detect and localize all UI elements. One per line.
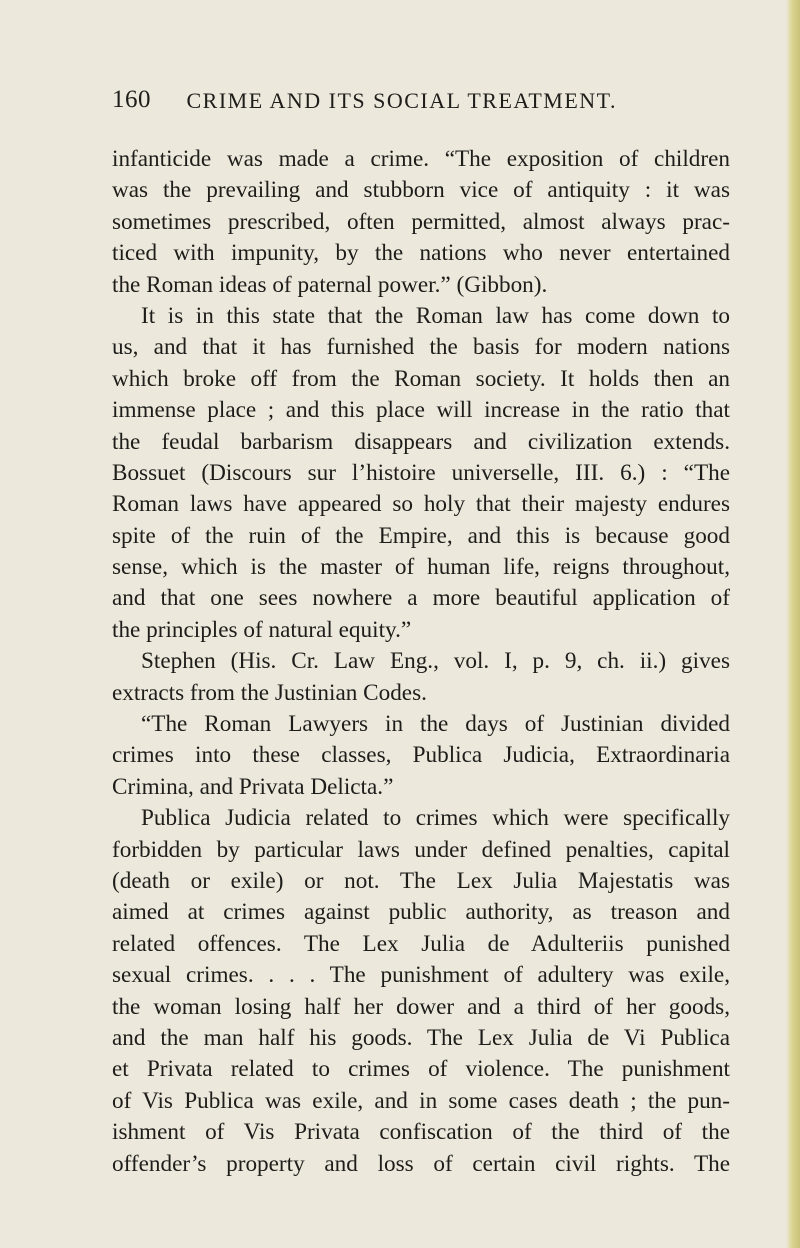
text-line: (death or exile) or not. The Lex Julia Majestatis was [112,867,730,894]
text-line: Roman laws have appeared so holy that their majesty endures [112,491,730,518]
text-line: ishment of Vis Privata confiscation of the third of the [112,1119,730,1146]
text-line: infanticide was made a crime. “The exposition of children [112,146,730,172]
text-line: was the prevailing and stubborn vice of antiquity : it was [112,177,730,204]
text-line: sometimes prescribed, often permitted, almost always prac- [112,208,730,235]
text-line: us, and that it has furnished the basis for modern nations [112,334,730,361]
text-line: crimes into these classes, Publica Judicia, Extraordinaria [112,742,730,769]
text-line: related offences. The Lex Julia de Adulteriis punished [112,930,730,957]
text-line: et Privata related to crimes of violence. The punishment [112,1056,730,1083]
page-number: 160 [112,86,151,113]
running-header [112,86,617,122]
page-edge [786,0,800,1248]
text-line: spite of the ruin of the Empire, and this is because good [112,522,730,549]
text-line: the principles of natural equity.” [112,616,412,643]
text-line: offender’s property and loss of certain civil rights. The [112,1150,730,1177]
text-line: forbidden by particular laws under defined penalties, capital [112,836,730,863]
running-title: CRIME AND ITS SOCIAL TREATMENT. [186,88,617,113]
text-line: It is in this state that the Roman law has come down to [141,302,730,329]
text-line: ticed with impunity, by the nations who never entertained [112,240,730,267]
text-line: Publica Judicia related to crimes which were specifically [141,805,730,832]
text-line: Crimina, and Privata Delicta.” [112,773,394,800]
text-line: “The Roman Lawyers in the days of Justinian divided [141,711,730,738]
text-line: of Vis Publica was exile, and in some cases death ; the pun- [112,1087,730,1114]
text-line: immense place ; and this place will increase in the ratio that [112,397,730,424]
text-line: the woman losing half her dower and a third of her goods, [112,993,730,1020]
text-line: sexual crimes. . . . The punishment of adultery was exile, [112,962,730,989]
text-line: the Roman ideas of paternal power.” (Gibbon). [112,271,548,298]
text-line: extracts from the Justinian Codes. [112,679,427,706]
text-line: and the man half his goods. The Lex Julia de Vi Publica [112,1024,730,1051]
text-line: Stephen (His. Cr. Law Eng., vol. I, p. 9, ch. ii.) gives [141,648,730,675]
text-line: which broke off from the Roman society. It holds then an [112,365,730,392]
text-line: aimed at crimes against public authority, as treason and [112,899,730,926]
text-line: the feudal barbarism disappears and civilization extends. [112,428,730,455]
text-line: and that one sees nowhere a more beautiful application of [112,585,730,612]
text-line: sense, which is the master of human life, reigns throughout, [112,554,730,581]
body-text [112,144,730,1180]
text-line: Bossuet (Discours sur l’histoire universelle, III. 6.) : “The [112,459,730,486]
